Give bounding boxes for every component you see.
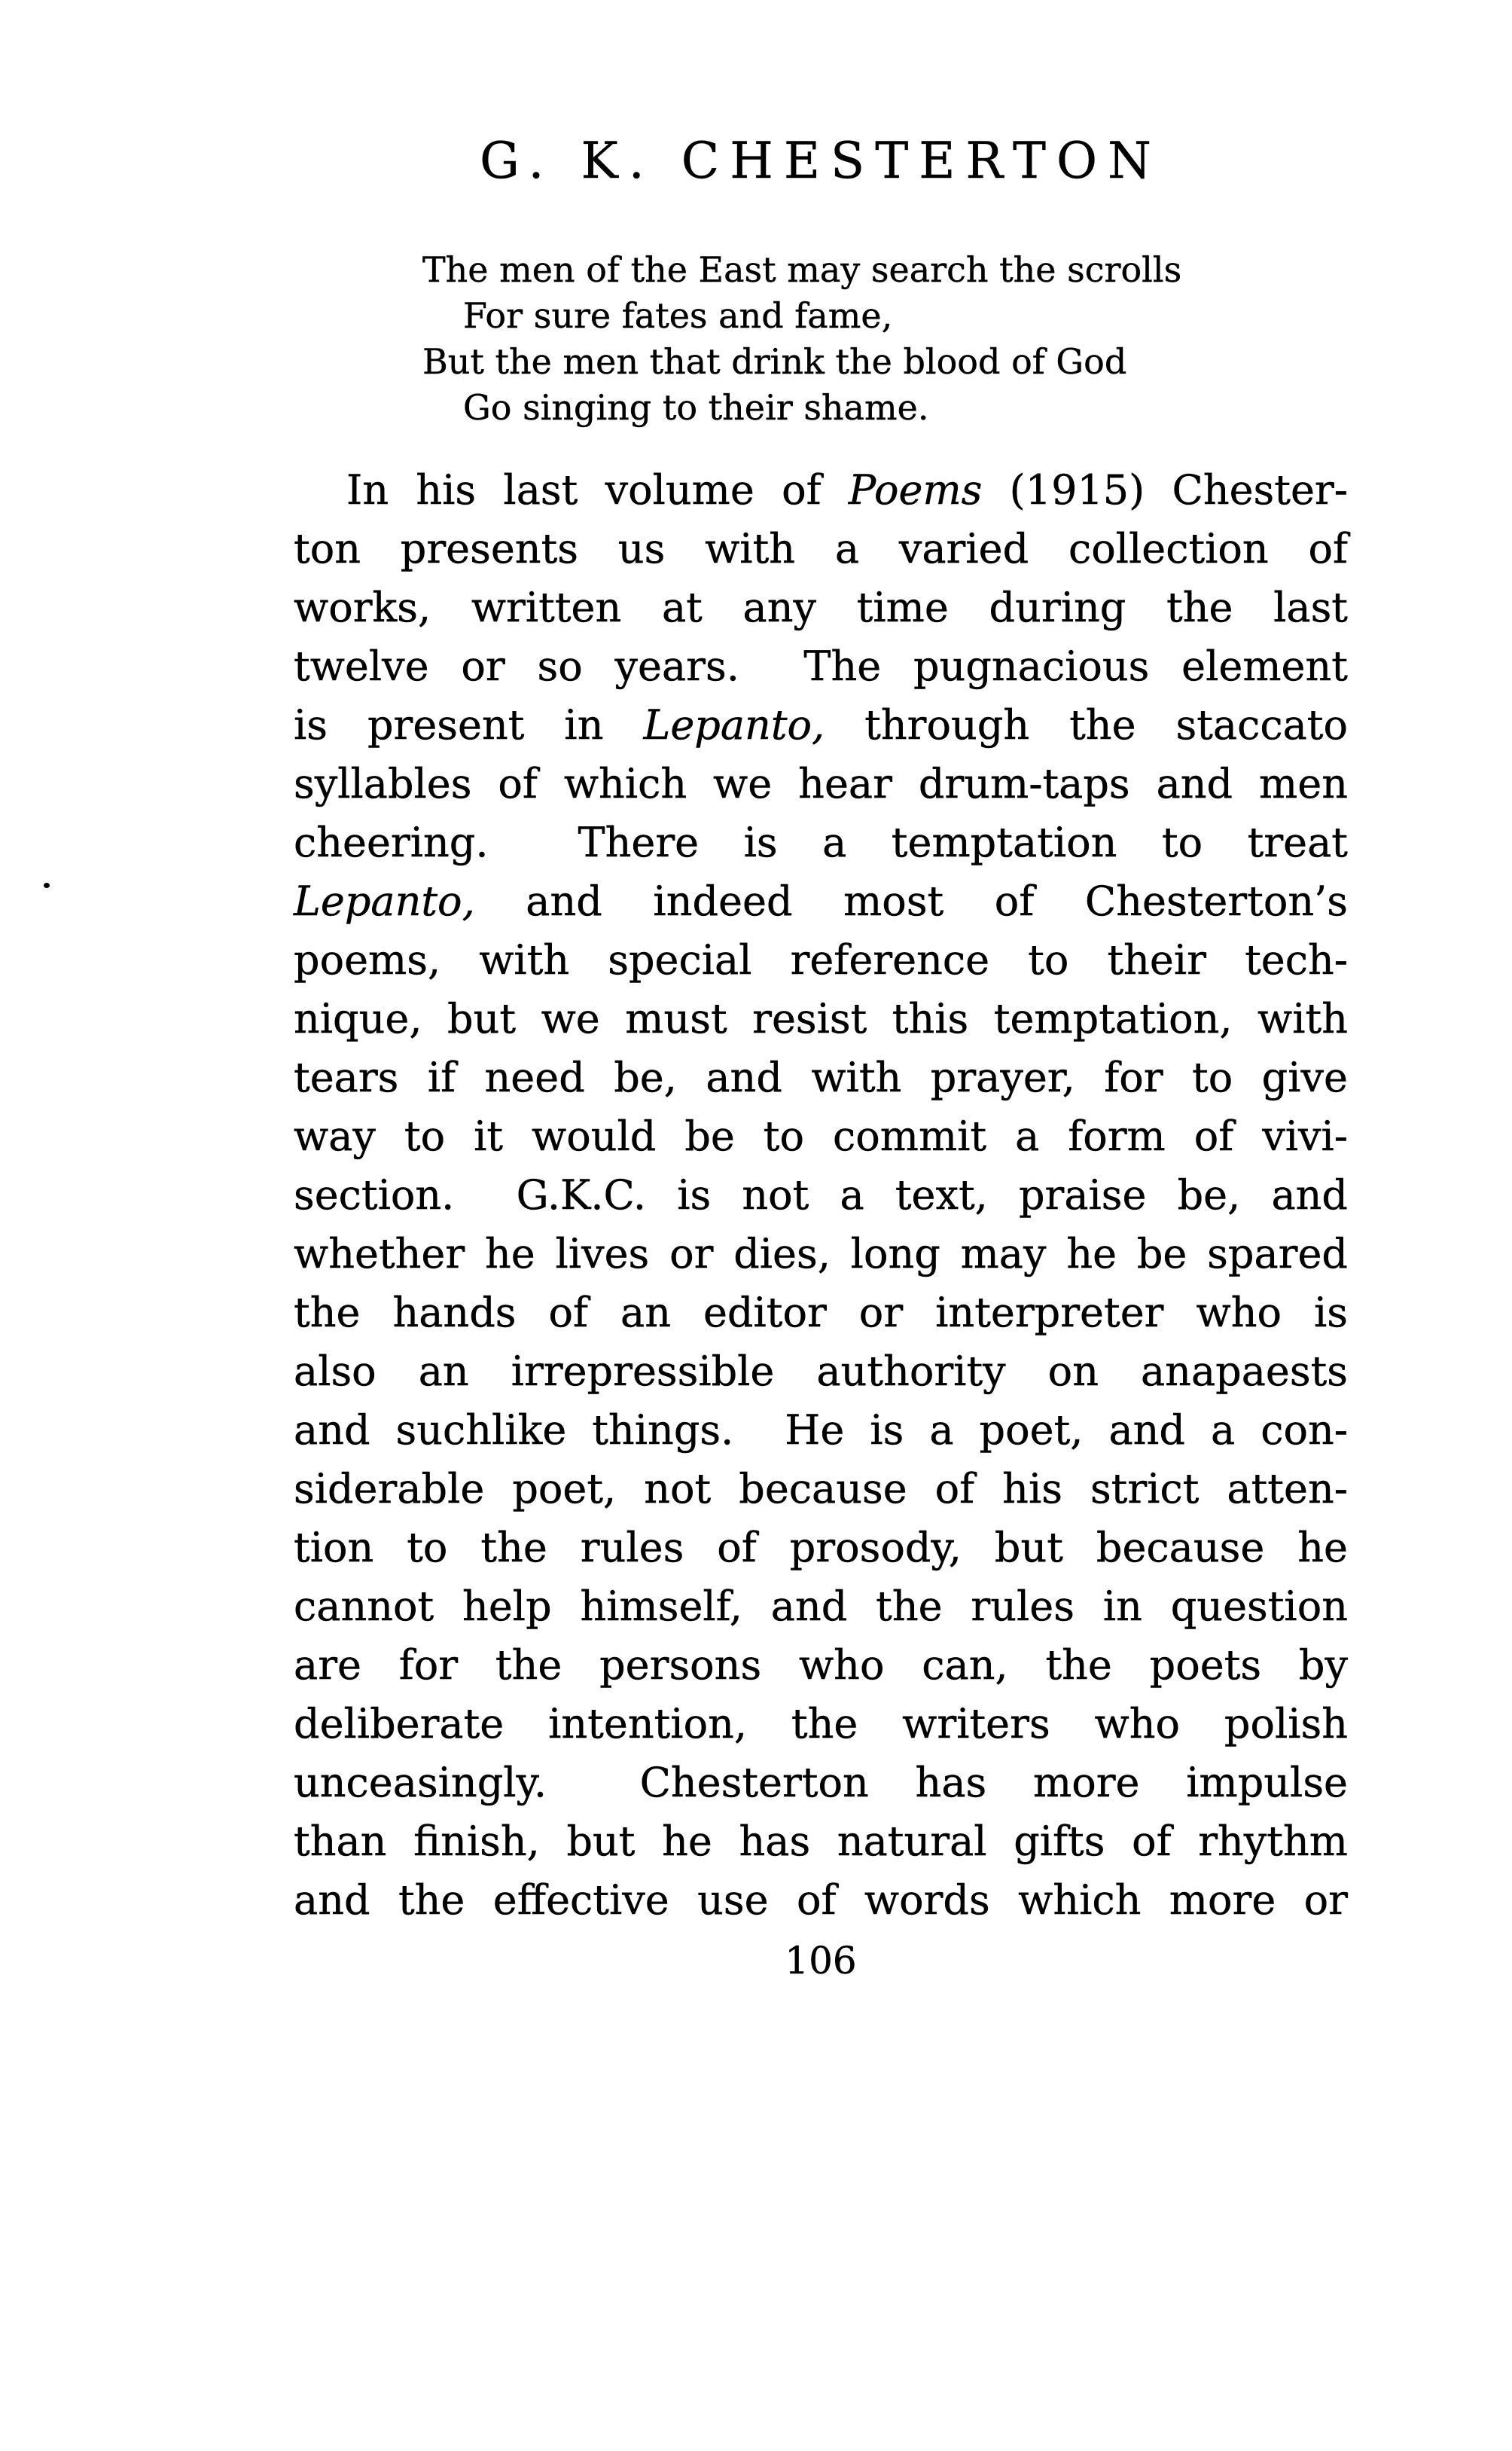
body-line: and suchlike things. He is a poet, and a con-	[294, 1406, 1348, 1454]
verse-line: Go singing to their shame.	[463, 387, 929, 428]
verse-block	[422, 247, 1181, 431]
body-text	[294, 461, 1348, 1930]
body-line: cheering. There is a temptation to treat	[294, 819, 1348, 866]
page-number: 106	[785, 1939, 857, 1982]
body-line: deliberate intention, the writers who polish	[294, 1700, 1348, 1747]
verse-line: But the men that drink the blood of God	[422, 341, 1127, 382]
body-line: the hands of an editor or interpreter who is	[294, 1289, 1348, 1336]
italic-text: Poems	[848, 466, 983, 514]
verse-line: The men of the East may search the scrolls	[422, 249, 1182, 290]
body-line: is present in Lepanto, through the staccato	[294, 701, 1349, 749]
body-line: In his last volume of Poems (1915) Chester-	[346, 466, 1348, 514]
body-line: cannot help himself, and the rules in question	[294, 1583, 1348, 1630]
body-line: way to it would be to commit a form of vivi-	[294, 1113, 1348, 1160]
body-line: tion to the rules of prosody, but because he	[294, 1524, 1348, 1571]
body-line: whether he lives or dies, long may he be spared	[294, 1230, 1348, 1277]
body-line: twelve or so years. The pugnacious element	[294, 643, 1348, 690]
verse-line: For sure fates and fame,	[463, 295, 893, 336]
body-line: syllables of which we hear drum-taps and men	[294, 760, 1348, 807]
body-line: than finish, but he has natural gifts of rhythm	[294, 1818, 1348, 1865]
italic-text: Lepanto,	[643, 701, 825, 749]
body-line: nique, but we must resist this temptation, with	[294, 995, 1348, 1042]
body-line: section. G.K.C. is not a text, praise be, and	[294, 1171, 1348, 1219]
italic-text: Lepanto,	[294, 878, 475, 925]
body-line: and the effective use of words which more or	[294, 1876, 1348, 1924]
body-line: tears if need be, and with prayer, for to give	[294, 1054, 1348, 1101]
body-line: also an irrepressible authority on anapaests	[294, 1348, 1348, 1395]
page-title: G. K. CHESTERTON	[480, 132, 1162, 190]
body-line: are for the persons who can, the poets by	[294, 1641, 1348, 1689]
body-line: works, written at any time during the last	[294, 584, 1348, 631]
body-line: poems, with special reference to their tech-	[294, 936, 1348, 984]
body-line: Lepanto, and indeed most of Chesterton’s	[294, 878, 1348, 925]
ink-speck	[44, 883, 50, 888]
body-line: ton presents us with a varied collection of	[294, 525, 1348, 572]
body-line: unceasingly. Chesterton has more impulse	[294, 1759, 1348, 1806]
body-line: siderable poet, not because of his strict atten-	[294, 1465, 1348, 1512]
